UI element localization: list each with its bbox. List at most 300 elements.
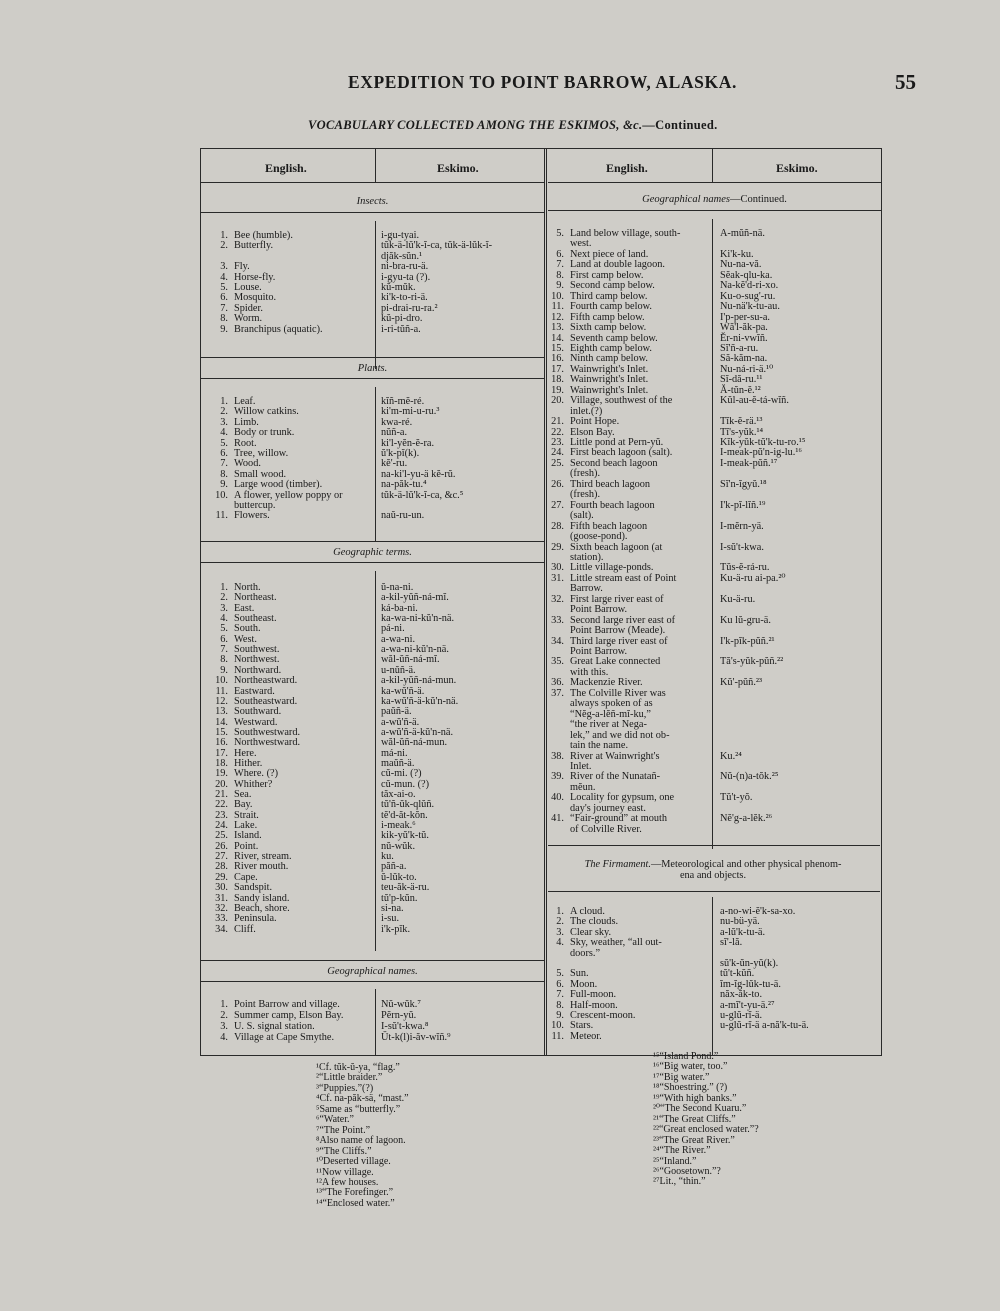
firmament-title: The Firmament.	[584, 859, 651, 870]
footnote: ¹⁶“Big water, too.”	[653, 1061, 728, 1073]
eskimo-term: kŭ-pi-dro.	[381, 313, 423, 325]
footnote: ¹⁸“Shoestring.” (?)	[653, 1082, 728, 1094]
english-term: (salt).	[570, 510, 594, 522]
entry-number: 10.	[215, 489, 228, 501]
footnote: ²³“The Great River.”	[653, 1134, 735, 1146]
english-term: Sky, weather, “all out-	[570, 937, 662, 949]
eskimo-term: tŭk-ä-lŭ'k-ĭ-ca, &c.⁵	[381, 489, 464, 501]
eskimo-term: u-nŭñ-ä.	[381, 664, 416, 676]
entry-number: 18.	[551, 374, 564, 386]
english-term: The clouds.	[570, 916, 619, 928]
inner-rule	[375, 221, 376, 369]
eskimo-term: i-ri-tŭñ-a.	[381, 323, 421, 335]
entry-number: 21.	[215, 789, 228, 800]
entry-number: 3.	[220, 416, 228, 428]
eskimo-term: Tŭ't-yŏ.	[720, 792, 753, 804]
footnote: ²“Little braider.”	[316, 1072, 383, 1084]
eskimo-term: Sĕak-qlu-ka.	[720, 269, 773, 281]
english-term: Mosquito.	[234, 292, 277, 304]
vocabulary-table	[200, 148, 882, 1056]
section-geographical-names-title: Geographical names.	[201, 960, 544, 982]
footnote: ²⁵“Inland.”	[653, 1155, 697, 1167]
english-term: Mackenzie River.	[570, 677, 643, 689]
entry-number: 15.	[551, 342, 564, 354]
section-firmament-title	[550, 859, 876, 881]
english-term: Land below village, south-	[570, 228, 681, 239]
english-term: The Colville River was	[570, 687, 666, 699]
entry-number: 11.	[215, 685, 228, 697]
entry-number: 6.	[220, 633, 228, 645]
eskimo-term: i'k-pĭk.	[381, 923, 411, 935]
entry-number: 26.	[215, 840, 228, 852]
english-term: Third large river east of	[570, 635, 668, 647]
english-term: Westward.	[234, 716, 278, 728]
english-term: lek,” and we did not ob-	[570, 729, 670, 741]
entry-number: 2.	[556, 916, 564, 928]
entry-number: 1.	[220, 582, 228, 593]
eskimo-term: Wă'l-ăk-pa.	[720, 322, 768, 334]
entry-number: 7.	[220, 644, 228, 656]
footnote: ¹⁵“Island Pond.”	[653, 1051, 719, 1062]
entry-number: 8.	[220, 468, 228, 480]
footnote: ⁸Also name of lagoon.	[316, 1135, 406, 1147]
eskimo-term: Ĕr-ni-vwĭñ.	[720, 332, 768, 344]
eskimo-term: Kŭ'-pŭñ.²³	[720, 677, 763, 689]
entry-number: 20.	[551, 395, 564, 407]
english-term: Northwestward.	[234, 737, 301, 749]
eskimo-term: ni-bra-ru-ä.	[381, 261, 429, 273]
entry-number: 27.	[215, 851, 228, 863]
eskimo-term: i-gyu-ta (?).	[381, 271, 431, 283]
eskimo-term: ŭ-na-ni.	[381, 582, 414, 593]
english-term: Point Hope.	[570, 416, 620, 428]
english-term: (fresh).	[570, 489, 601, 501]
english-term: A flower, yellow poppy or	[234, 489, 343, 501]
entry-number: 6.	[556, 978, 564, 990]
eskimo-term: a-no-wi-ĕ'k-sa-xo.	[720, 906, 796, 917]
entry-number: 9.	[556, 280, 564, 292]
eskimo-term: a-mĭ't-yu-ä.²⁷	[720, 999, 775, 1011]
eskimo-term: nŭñ-a.	[381, 427, 408, 439]
english-term: Willow catkins.	[234, 406, 299, 418]
eskimo-term: Ku.²⁴	[720, 750, 742, 762]
entry-number: 3.	[220, 261, 228, 273]
english-term: “Nĕg-a-lĕñ-mĭ-ku,”	[570, 708, 651, 720]
english-term: Sun.	[570, 968, 589, 980]
english-term: station).	[570, 551, 604, 563]
entry-number: 5.	[556, 228, 564, 239]
eskimo-term: ka-wŭ'ñ-ä-kŭ'n-nä.	[381, 695, 459, 707]
footnote: ¹⁴“Enclosed water.”	[316, 1197, 395, 1209]
entry-number: 23.	[551, 437, 564, 448]
entry-number: 4.	[220, 613, 228, 625]
entry-number: 9.	[220, 479, 228, 491]
english-term: Eastward.	[234, 685, 275, 697]
entry-number: 2.	[220, 406, 228, 418]
english-term: Third camp below.	[570, 290, 648, 302]
entry-number: 30.	[215, 882, 228, 894]
english-term: Clear sky.	[570, 926, 612, 938]
entry-number: 29.	[551, 541, 564, 553]
eskimo-term: Pĕrn-yŭ.	[381, 1010, 417, 1021]
entry-number: 33.	[551, 614, 564, 626]
entry-number: 6.	[220, 448, 228, 459]
footnote: ⁵Same as “butterfly.”	[316, 1103, 401, 1115]
entry-number: 12.	[551, 311, 564, 323]
entry-number: 11.	[551, 301, 564, 313]
english-term: Butterfly.	[234, 240, 274, 252]
english-term: (fresh).	[570, 468, 601, 480]
entry-number: 4.	[556, 937, 564, 949]
eskimo-term: a-kil-yŭñ-ná-mĭ.	[381, 592, 449, 604]
english-term: Sandspit.	[234, 882, 273, 894]
english-term: River at Wainwright's	[570, 750, 660, 762]
inner-rule	[712, 897, 713, 1055]
english-term: doors.”	[570, 947, 601, 959]
eskimo-term: I'p-per-su-a.	[720, 311, 770, 323]
english-term: Bee (humble).	[234, 230, 293, 241]
eskimo-term: Ŭt-k(l)i-ăv-wĭñ.⁹	[381, 1032, 451, 1043]
english-term: Branchipus (aquatic).	[234, 323, 323, 335]
english-term: Northeast.	[234, 592, 277, 604]
entry-number: 5.	[220, 282, 228, 293]
english-term: Root.	[234, 437, 257, 449]
eskimo-term: a-wa-ni-kŭ'n-nä.	[381, 644, 449, 656]
entry-number: 34.	[551, 635, 564, 647]
english-term: Moon.	[570, 978, 598, 990]
english-term: First large river east of	[570, 593, 664, 605]
footnote: ²⁰“The Second Kuaru.”	[653, 1103, 747, 1115]
eskimo-term: teu-ăk-ä-ru.	[381, 882, 430, 894]
footnote: ¹²A few houses.	[316, 1176, 379, 1188]
eskimo-term: Sĭ'ñ-a-ru.	[720, 342, 759, 354]
eskimo-term: a-wŭ'ñ-ä.	[381, 716, 420, 728]
english-term: Crescent-moon.	[570, 1010, 636, 1021]
eskimo-term: I'k-pĭk-pŭñ.²¹	[720, 635, 775, 647]
eskimo-term: nu-bü-yä.	[720, 916, 760, 928]
english-term: Land at double lagoon.	[570, 259, 665, 271]
footnote: ²⁶“Goosetown.”?	[653, 1165, 721, 1177]
english-term: Large wood (timber).	[234, 479, 323, 491]
entry-number: 13.	[215, 706, 228, 718]
english-term: Southwestward.	[234, 726, 301, 738]
english-term: Stars.	[570, 1020, 594, 1032]
entry-number: 21.	[551, 416, 564, 428]
entry-number: 40.	[551, 792, 564, 804]
entry-number: 3.	[220, 1021, 228, 1032]
entry-number: 36.	[551, 677, 564, 689]
eskimo-term: Na-kĕ'd-ri-xo.	[720, 280, 779, 292]
english-term: Cliff.	[234, 923, 256, 935]
footnotes-right	[653, 1052, 853, 1202]
eskimo-term: I-meak-pŭñ.¹⁷	[720, 457, 778, 469]
eskimo-term: I-meak-pŭ'n-ig-lu.¹⁶	[720, 447, 803, 459]
english-term: Third beach lagoon	[570, 478, 651, 490]
english-term: A cloud.	[570, 906, 605, 917]
english-term: Northeastward.	[234, 675, 298, 687]
entry-number: 16.	[551, 353, 564, 365]
page-number: 55	[895, 70, 916, 94]
eskimo-term: a-wŭ'ñ-ä-kŭ'n-nä.	[381, 726, 454, 738]
english-term: always spoken of as	[570, 698, 653, 710]
entry-number: 6.	[556, 248, 564, 260]
english-term: Point Barrow.	[570, 646, 628, 657]
inner-rule	[712, 219, 713, 849]
english-term: “the river at Nega-	[570, 719, 647, 731]
english-term: Wood.	[234, 458, 261, 470]
footnote: ²⁷Lit., “thin.”	[653, 1176, 706, 1188]
entry-number: 4.	[220, 427, 228, 439]
entry-number: 38.	[551, 750, 564, 762]
eskimo-term: wăl-ŭñ-ná-mun.	[381, 737, 448, 749]
entry-number: 6.	[220, 292, 228, 304]
eskimo-term: Kŭl-au-ĕ-tá-wĭñ.	[720, 395, 789, 407]
section-plants-title: Plants.	[201, 357, 544, 379]
entry-number: 16.	[215, 737, 228, 749]
entry-number: 10.	[551, 1020, 564, 1032]
footnote: ⁴Cf. na-păk-sä, “mast.”	[316, 1093, 409, 1105]
entry-number: 22.	[215, 799, 228, 811]
eskimo-term: Să-kăm-na.	[720, 353, 768, 365]
eskimo-term: păñ-a.	[381, 861, 407, 873]
english-term: U. S. signal station.	[234, 1021, 315, 1032]
entry-number: 10.	[551, 290, 564, 302]
eskimo-term: i-meak.⁶	[381, 820, 416, 832]
eskimo-term: Nĕ'g-a-lĕk.²⁶	[720, 813, 773, 825]
english-term: Southeastward.	[234, 695, 298, 707]
english-term: Locality for gypsum, one	[570, 792, 675, 804]
entry-number: 5.	[220, 623, 228, 635]
eskimo-term: tăx-ai-o.	[381, 789, 416, 800]
english-term: Northward.	[234, 664, 282, 676]
entry-number: 25.	[215, 830, 228, 842]
entry-number: 8.	[556, 269, 564, 281]
english-term: Bay.	[234, 799, 253, 811]
entry-number: 27.	[551, 499, 564, 511]
header-separator	[375, 149, 376, 182]
entry-number: 1.	[556, 906, 564, 917]
english-term: Barrow.	[570, 583, 603, 595]
entry-number: 9.	[556, 1010, 564, 1021]
entry-number: 15.	[215, 726, 228, 738]
eskimo-term: ku.	[381, 851, 394, 863]
eskimo-term: I-sŭ't-kwa.⁸	[381, 1021, 429, 1032]
eskimo-term: si-na.	[381, 902, 404, 914]
footnote: ¹⁹“With high banks.”	[653, 1092, 737, 1104]
left-half	[201, 149, 544, 1055]
section-geographic-terms-title: Geographic terms.	[201, 541, 544, 563]
eskimo-term: cŭ-mi. (?)	[381, 768, 422, 780]
english-term: Here.	[234, 747, 257, 759]
section-title-continued: —Continued.	[729, 194, 787, 205]
entry-number: 5.	[220, 437, 228, 449]
english-term: Second large river east of	[570, 614, 676, 626]
english-term: Northwest.	[234, 654, 280, 666]
eskimo-term: Kĭk-yŭk-tŭ'k-tu-ro.¹⁵	[720, 437, 806, 448]
eskimo-term: ŭ-lŭk-to.	[381, 871, 417, 883]
inner-rule	[375, 571, 376, 951]
english-term: Worm.	[234, 313, 263, 325]
eskimo-term: ka-wa-ni-kŭ'n-nä.	[381, 613, 455, 625]
entry-number: 5.	[556, 968, 564, 980]
english-term: Little stream east of Point	[570, 572, 677, 584]
eskimo-term: Ku lŭ-gru-ä.	[720, 614, 771, 626]
eskimo-term: Ku-ä-ru ai-pa.²⁰	[720, 572, 786, 584]
eskimo-term: kĕ'-ru.	[381, 458, 408, 470]
entry-number: 22.	[551, 426, 564, 438]
eskimo-term: A-mŭñ-nä.	[720, 228, 765, 239]
eskimo-term: ki'k-to-ri-ä.	[381, 292, 428, 304]
entry-number: 7.	[220, 458, 228, 470]
eskimo-term: tĕ'd-ăt-kŏn.	[381, 809, 428, 821]
eskimo-term: ĭm-ĭg-lŭk-tu-ä.	[720, 978, 781, 990]
english-term: Half-moon.	[570, 999, 618, 1011]
english-term: Louse.	[234, 282, 262, 293]
english-term: Fifth beach lagoon	[570, 520, 648, 532]
entry-number: 19.	[551, 384, 564, 396]
entry-number: 25.	[551, 457, 564, 469]
eskimo-term: Ki'k-ku.	[720, 248, 754, 260]
english-term: Wainwright's Inlet.	[570, 384, 649, 396]
entry-number: 18.	[215, 757, 228, 769]
english-term: Inlet.	[570, 760, 592, 772]
inner-rule	[375, 989, 376, 1055]
firmament-title-rest-1: —Meteorological and other physical phenom-	[650, 859, 842, 870]
entry-number: 20.	[215, 778, 228, 790]
eskimo-term: năx-ăk-to.	[720, 989, 763, 1001]
entry-number: 1.	[220, 230, 228, 241]
eskimo-term: Ku-o-sug'-ru.	[720, 290, 776, 302]
english-term: Where. (?)	[234, 768, 279, 780]
eskimo-term: cŭ-mun. (?)	[381, 778, 430, 790]
english-term: Second camp below.	[570, 280, 655, 292]
eskimo-term: tŭ't-kŭñ.	[720, 968, 755, 980]
english-term: Sixth beach lagoon (at	[570, 541, 663, 553]
eskimo-term: i-gu-tyai.	[381, 230, 420, 241]
eskimo-term: tŭ'p-kŭn.	[381, 892, 418, 904]
english-term: Elson Bay.	[570, 426, 615, 438]
eskimo-term: ŭ'k-pĭ(k).	[381, 448, 420, 459]
footnote: ²²“Great enclosed water.”?	[653, 1124, 759, 1136]
eskimo-term: Tŭs-ĕ-rá-ru.	[720, 562, 770, 574]
horizontal-rule	[548, 845, 880, 846]
entry-number: 3.	[220, 602, 228, 614]
section-geographical-names-continued-title	[548, 189, 881, 211]
entry-number: 13.	[551, 322, 564, 334]
caption-continued: Continued.	[655, 118, 718, 132]
english-term: Second beach lagoon	[570, 457, 658, 469]
english-term: tain the name.	[570, 740, 629, 752]
eskimo-term: u-glŭ-rĭ-ä a-nă'k-tu-ä.	[720, 1020, 809, 1032]
entry-number: 2.	[220, 240, 228, 252]
english-term: Fly.	[234, 261, 250, 273]
english-term: North.	[234, 582, 261, 593]
english-term: Cape.	[234, 871, 258, 883]
entry-number: 24.	[215, 820, 228, 832]
entry-number: 32.	[551, 593, 564, 605]
english-term: “Fair-ground” at mouth	[570, 813, 668, 825]
eskimo-term: I-sŭ't-kwa.	[720, 541, 764, 553]
footnote: ³“Puppies.”(?)	[316, 1082, 374, 1094]
english-term: Meteor.	[570, 1030, 602, 1042]
english-term: Flowers.	[234, 510, 270, 522]
left-column-header	[201, 149, 544, 183]
english-term: South.	[234, 623, 261, 635]
eskimo-term: pi-drai-ru-ra.²	[381, 302, 438, 314]
english-term: Little village-ponds.	[570, 562, 654, 574]
eskimo-term: Sĭ'n-ĭgyŭ.¹⁸	[720, 478, 767, 490]
eskimo-term: Ku-ä-ru.	[720, 593, 756, 605]
english-term: Ninth camp below.	[570, 353, 648, 365]
footnote: ¹¹Now village.	[316, 1166, 374, 1178]
entry-number: 2.	[220, 592, 228, 604]
entry-number: 41.	[551, 813, 564, 825]
eskimo-term: sŭ'k-ŭn-yŭ(k).	[720, 958, 779, 969]
entry-number: 14.	[551, 332, 564, 344]
entry-number: 26.	[551, 478, 564, 490]
english-term: Tree, willow.	[234, 448, 289, 459]
footnote: ⁹“The Cliffs.”	[316, 1145, 372, 1157]
entry-number: 34.	[215, 923, 228, 935]
english-term: Fifth camp below.	[570, 311, 645, 323]
entry-number: 1.	[220, 999, 228, 1010]
english-term: Point Barrow and village.	[234, 999, 340, 1010]
entry-number: 19.	[215, 768, 228, 780]
entry-number: 17.	[551, 363, 564, 375]
english-term: Hither.	[234, 757, 263, 769]
entry-number: 29.	[215, 871, 228, 883]
english-term: Village, southwest of the	[570, 395, 673, 407]
eskimo-term: wăl-ŭñ-ná-mĭ.	[381, 654, 440, 666]
footnote: ⁷“The Point.”	[316, 1124, 371, 1136]
eskimo-term: Tĭk-ĕ-rä.¹³	[720, 416, 763, 428]
english-term: Great Lake connected	[570, 656, 661, 668]
entry-number: 35.	[551, 656, 564, 668]
entry-number: 28.	[215, 861, 228, 873]
eskimo-term: Sĭ-dă-ru.¹¹	[720, 374, 763, 386]
english-column-label: English.	[265, 161, 307, 175]
entry-number: 33.	[215, 913, 228, 925]
english-term: Fourth beach lagoon	[570, 499, 655, 511]
eskimo-term: paŭñ-ä.	[381, 706, 412, 718]
english-term: Spider.	[234, 302, 263, 314]
entry-number: 4.	[220, 271, 228, 283]
entry-number: 8.	[220, 313, 228, 325]
eskimo-term: Nŭ-(n)a-tŏk.²⁵	[720, 771, 779, 783]
entry-number: 32.	[215, 902, 228, 914]
eskimo-term: ki'm-mi-u-ru.³	[381, 406, 440, 418]
eskimo-term: má-ni.	[381, 747, 408, 759]
eskimo-term: u-glŭ-rĭ-ä.	[720, 1010, 763, 1021]
eskimo-term: sĭ'-lă.	[720, 937, 743, 949]
english-term: Island.	[234, 830, 262, 842]
entry-number: 7.	[556, 259, 564, 271]
section-insects-title: Insects.	[201, 191, 544, 213]
english-term: Fourth camp below.	[570, 301, 652, 313]
entry-number: 11.	[551, 1030, 564, 1042]
english-term: First beach lagoon (salt).	[570, 447, 673, 459]
entry-number: 8.	[556, 999, 564, 1011]
eskimo-term: na-păk-tu.⁴	[381, 479, 427, 491]
eskimo-term: tŭk-ä-lŭ'k-ĭ-ca, tŭk-ä-lŭk-ĭ-	[381, 240, 493, 252]
english-column-label: English.	[606, 161, 648, 175]
english-term: Small wood.	[234, 468, 287, 480]
entry-number: 11.	[215, 510, 228, 522]
eskimo-term: Nu-ná-ri-ä.¹⁰	[720, 363, 774, 375]
page-header	[200, 72, 920, 98]
english-term: Eighth camp below.	[570, 342, 652, 354]
english-term: Peninsula.	[234, 913, 277, 925]
